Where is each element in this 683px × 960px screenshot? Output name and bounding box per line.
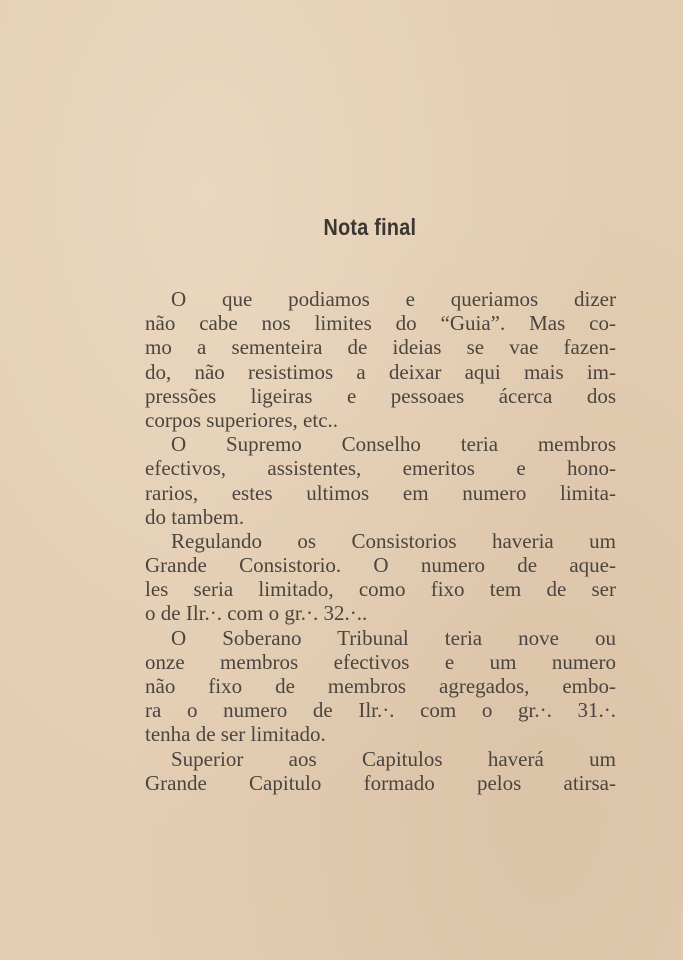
- text-line: do tambem.: [145, 504, 245, 529]
- text-line: Grande Consistorio. O numero de aque-: [145, 553, 616, 578]
- text-line: Grande Capitulo formado pelos atirsa-: [145, 770, 616, 795]
- text-line: tenha de ser limitado.: [145, 722, 326, 747]
- body-text: [145, 287, 616, 795]
- text-line: O Supremo Conselho teria membros: [171, 432, 616, 457]
- text-line: mo a sementeira de ideias se vae fazen-: [145, 335, 616, 360]
- text-line: o de Ilr.·. com o gr.·. 32.·..: [145, 601, 368, 626]
- text-line: Regulando os Consistorios haveria um: [171, 528, 616, 553]
- text-line: efectivos, assistentes, emeritos e hono-: [145, 456, 616, 481]
- text-line: do, não resistimos a deixar aqui mais im-: [145, 359, 616, 384]
- text-line: corpos superiores, etc..: [145, 407, 339, 432]
- text-line: O Soberano Tribunal teria nove ou: [171, 625, 616, 650]
- text-line: ra o numero de Ilr.·. com o gr.·. 31.·.: [145, 698, 616, 723]
- text-line: pressões ligeiras e pessoaes ácerca dos: [145, 383, 616, 408]
- page-heading: Nota final: [323, 214, 417, 240]
- text-line: rarios, estes ultimos em numero limita-: [145, 480, 616, 505]
- text-line: não cabe nos limites do “Guia”. Mas co-: [145, 311, 616, 336]
- text-line: onze membros efectivos e um numero: [145, 649, 616, 674]
- text-line: Superior aos Capitulos haverá um: [171, 746, 616, 771]
- text-line: O que podiamos e queriamos dizer: [171, 287, 616, 311]
- text-line: les seria limitado, como fixo tem de ser: [145, 577, 616, 602]
- text-line: não fixo de membros agregados, embo-: [145, 674, 616, 698]
